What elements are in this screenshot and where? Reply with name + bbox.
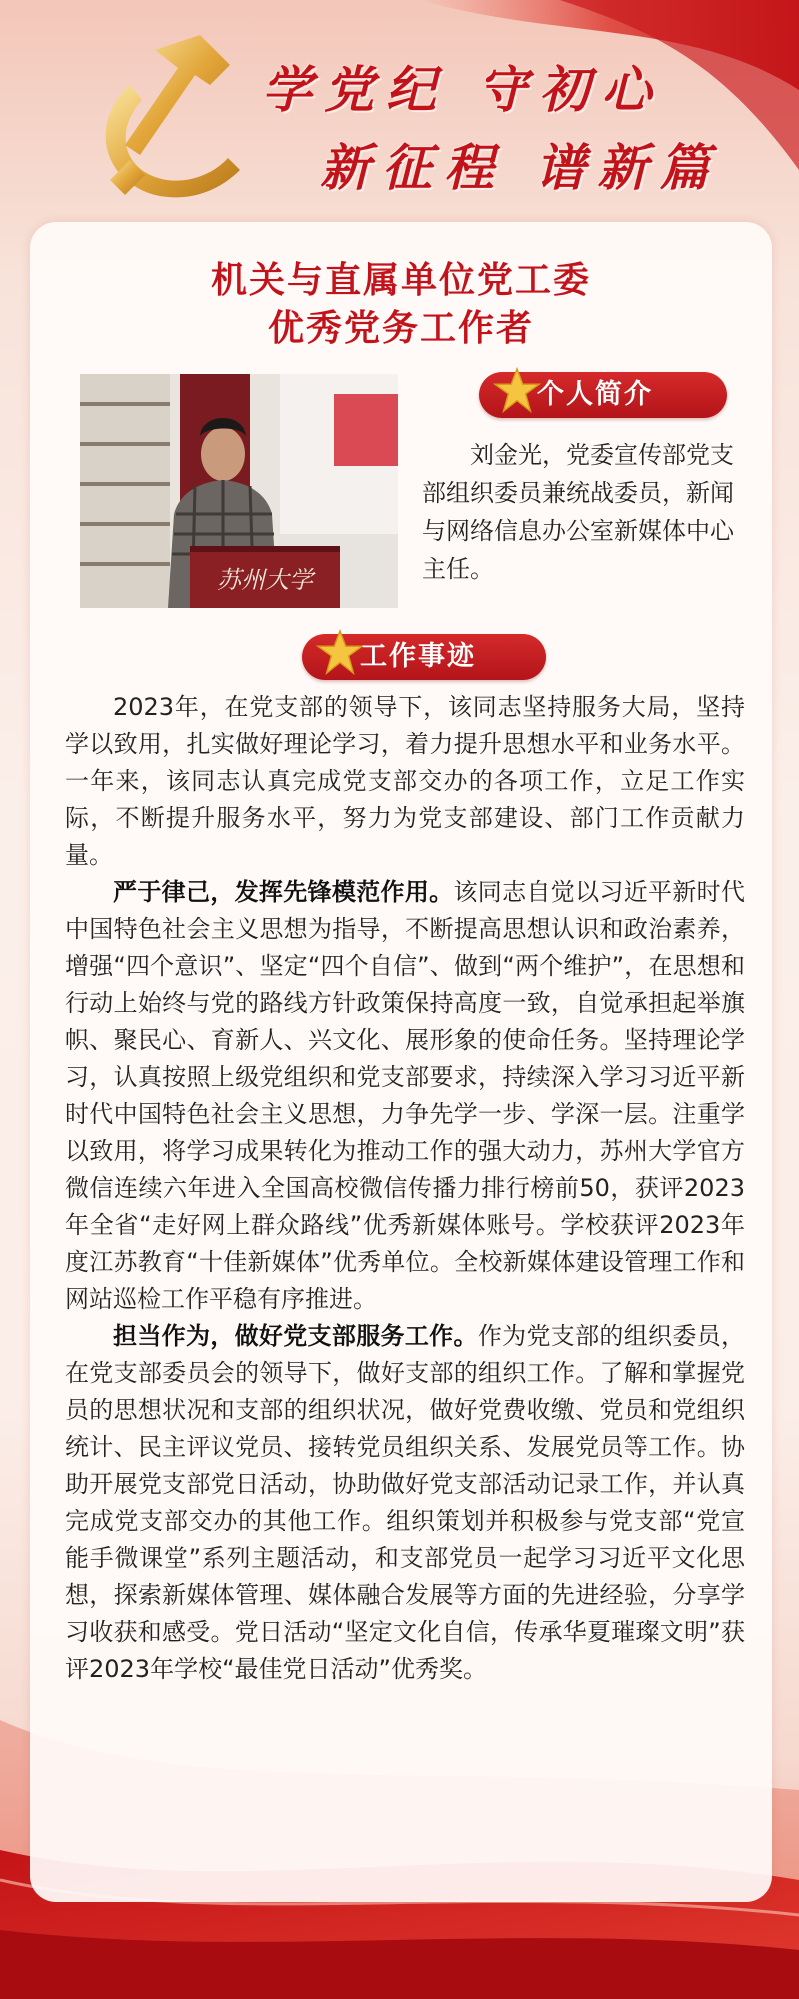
deeds-label-text: 工作事迹 <box>360 641 476 672</box>
intro-text: 刘金光，党委宣传部党支部组织委员兼统战委员，新闻与网络信息办公室新媒体中心主任。 <box>422 441 734 583</box>
slogan-line-2: 新征程 谱新篇 <box>320 138 722 197</box>
slogan-line-1: 学党纪 守初心 <box>262 60 664 119</box>
content-panel <box>30 222 772 1902</box>
deeds-paragraph-3-text: 作为党支部的组织委员，在党支部委员会的领导下，做好支部的组织工作。了解和掌握党员的思想状况和支部的组织状况，做好党费收缴、党员和党组织统计、民主评议党员、接转党员组织关系、发展党员等工作。协助开展党支部党日活动，协助做好党支部活动记录工作，并认真完成党支部交办的其他工作。组织策划并积极参与党支部“党宣能手微课堂”系列主题活动，和支部党员一起学习习近平文化思想，探索新媒体管理、媒体融合发展等方面的先进经验，分享学习收获和感受。党日活动“坚定文化自信，传承华夏璀璨文明”获评2023年学校“最佳党日活动”优秀奖。 <box>65 1322 746 1683</box>
portrait-photo <box>80 374 398 608</box>
university-sign: 苏州大学 <box>217 566 313 594</box>
deeds-paragraph-3 <box>65 1318 745 1688</box>
deeds-paragraph-2-text: 该同志自觉以习近平新时代中国特色社会主义思想为指导，不断提高思想认识和政治素养，增强“四个意识”、坚定“四个自信”、做到“两个维护”，在思想和行动上始终与党的路线方针政策保持高度一致，自觉承担起举旗帜、聚民心、育新人、兴文化、展形象的使命任务。坚持理论学习，认真按照上级党组织和党支部要求，持续深入学习习近平新时代中国特色社会主义思想，力争先学一步、学深一层。注重学以致用，将学习成果转化为推动工作的强大动力，苏州大学官方微信连续六年进入全国高校微信传播力排行榜前50，获评2023年全省“走好网上群众路线”优秀新媒体账号。学校获评2023年度江苏教育“十佳新媒体”优秀单位。全校新媒体建设管理工作和网站巡检工作平稳有序推进。 <box>65 878 746 1313</box>
intro-section-label <box>479 372 727 418</box>
deeds-section-label <box>302 634 546 680</box>
star-icon <box>493 366 541 416</box>
deeds-paragraph-3-heading: 担当作为，做好党支部服务工作。 <box>113 1322 478 1350</box>
star-icon <box>316 628 364 678</box>
page-title-line-1: 机关与直属单位党工委 <box>210 259 591 301</box>
deeds-paragraph-2-heading: 严于律己，发挥先锋模范作用。 <box>113 878 454 906</box>
deeds-paragraph-1: 2023年，在党支部的领导下，该同志坚持服务大局，坚持学以致用，扎实做好理论学习，着力提升思想水平和业务水平。一年来，该同志认真完成党支部交办的各项工作，立足工作实际，不断提升服务水平，努力为党支部建设、部门工作贡献力量。 <box>65 693 745 869</box>
deeds-body <box>65 689 745 1688</box>
deeds-paragraph-2 <box>65 874 745 1318</box>
party-emblem-icon <box>70 30 270 210</box>
intro-label-text: 个人简介 <box>537 379 653 410</box>
page-title-line-2: 优秀党务工作者 <box>267 307 534 349</box>
